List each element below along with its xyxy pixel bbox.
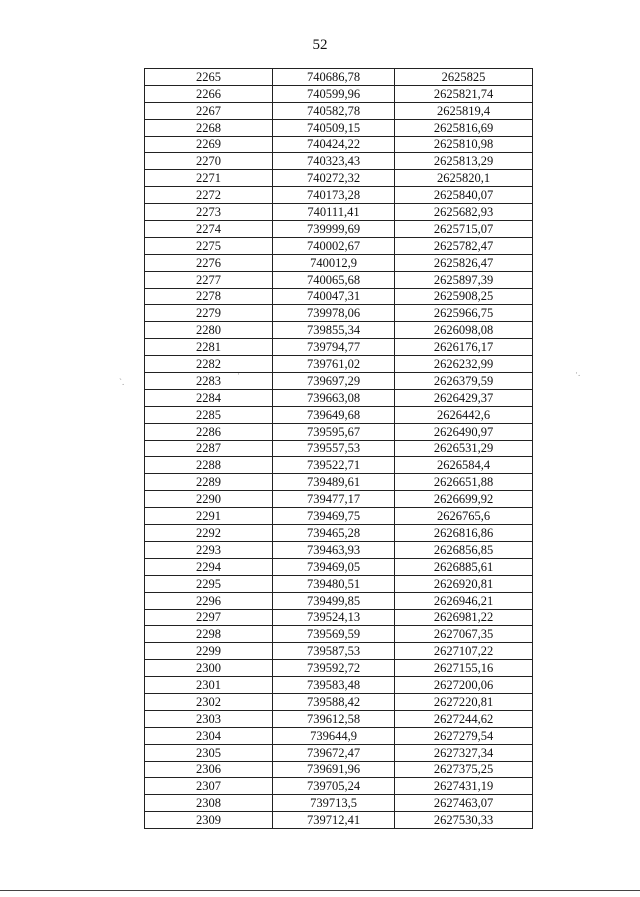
x-coordinate-cell: 740002,67 xyxy=(273,237,395,254)
table-row xyxy=(145,373,533,390)
table-row xyxy=(145,389,533,406)
table-row xyxy=(145,677,533,694)
x-coordinate-cell: 739713,5 xyxy=(273,795,395,812)
y-coordinate-cell: 2626699,92 xyxy=(395,491,533,508)
point-number-cell: 2297 xyxy=(145,609,273,626)
x-coordinate-cell: 739978,06 xyxy=(273,305,395,322)
point-number-cell: 2266 xyxy=(145,85,273,102)
y-coordinate-cell: 2627279,54 xyxy=(395,727,533,744)
point-number-cell: 2282 xyxy=(145,356,273,373)
point-number-cell: 2274 xyxy=(145,221,273,238)
point-number-cell: 2296 xyxy=(145,592,273,609)
table-row xyxy=(145,491,533,508)
x-coordinate-cell: 740111,41 xyxy=(273,204,395,221)
table-row xyxy=(145,356,533,373)
table-row xyxy=(145,136,533,153)
y-coordinate-cell: 2626981,22 xyxy=(395,609,533,626)
y-coordinate-cell: 2627155,16 xyxy=(395,660,533,677)
y-coordinate-cell: 2627200,06 xyxy=(395,677,533,694)
y-coordinate-cell: 2626176,17 xyxy=(395,339,533,356)
y-coordinate-cell: 2627327,34 xyxy=(395,744,533,761)
x-coordinate-cell: 739672,47 xyxy=(273,744,395,761)
scan-bottom-edge xyxy=(0,890,640,891)
x-coordinate-cell: 739569,59 xyxy=(273,626,395,643)
y-coordinate-cell: 2625813,29 xyxy=(395,153,533,170)
table-row xyxy=(145,406,533,423)
table-row xyxy=(145,221,533,238)
point-number-cell: 2273 xyxy=(145,204,273,221)
x-coordinate-cell: 739588,42 xyxy=(273,693,395,710)
y-coordinate-cell: 2626856,85 xyxy=(395,541,533,558)
x-coordinate-cell: 739557,53 xyxy=(273,440,395,457)
table-row xyxy=(145,69,533,86)
scan-artifact-inline: · xyxy=(237,369,240,379)
point-number-cell: 2267 xyxy=(145,102,273,119)
point-number-cell: 2281 xyxy=(145,339,273,356)
point-number-cell: 2271 xyxy=(145,170,273,187)
y-coordinate-cell: 2626885,61 xyxy=(395,558,533,575)
point-number-cell: 2287 xyxy=(145,440,273,457)
table-row xyxy=(145,474,533,491)
table-row xyxy=(145,339,533,356)
x-coordinate-cell: 739463,93 xyxy=(273,541,395,558)
point-number-cell: 2301 xyxy=(145,677,273,694)
x-coordinate-cell: 739477,17 xyxy=(273,491,395,508)
y-coordinate-cell: 2627431,19 xyxy=(395,778,533,795)
table-row xyxy=(145,592,533,609)
y-coordinate-cell: 2626098,08 xyxy=(395,322,533,339)
point-number-cell: 2300 xyxy=(145,660,273,677)
x-coordinate-cell: 739465,28 xyxy=(273,525,395,542)
point-number-cell: 2268 xyxy=(145,119,273,136)
y-coordinate-cell: 2625819,4 xyxy=(395,102,533,119)
table-row xyxy=(145,710,533,727)
x-coordinate-cell: 739469,05 xyxy=(273,558,395,575)
y-coordinate-cell: 2626232,99 xyxy=(395,356,533,373)
x-coordinate-cell: 739691,96 xyxy=(273,761,395,778)
y-coordinate-cell: 2625816,69 xyxy=(395,119,533,136)
y-coordinate-cell: 2627530,33 xyxy=(395,812,533,829)
point-number-cell: 2276 xyxy=(145,254,273,271)
table-row xyxy=(145,288,533,305)
table-row xyxy=(145,457,533,474)
point-number-cell: 2303 xyxy=(145,710,273,727)
y-coordinate-cell: 2625897,39 xyxy=(395,271,533,288)
y-coordinate-cell: 2625782,47 xyxy=(395,237,533,254)
table-row xyxy=(145,744,533,761)
y-coordinate-cell: 2626531,29 xyxy=(395,440,533,457)
x-coordinate-cell: 739663,08 xyxy=(273,389,395,406)
point-number-cell: 2285 xyxy=(145,406,273,423)
x-coordinate-cell: 739583,48 xyxy=(273,677,395,694)
y-coordinate-cell: 2626920,81 xyxy=(395,575,533,592)
point-number-cell: 2288 xyxy=(145,457,273,474)
y-coordinate-cell: 2627244,62 xyxy=(395,710,533,727)
point-number-cell: 2309 xyxy=(145,812,273,829)
y-coordinate-cell: 2627375,25 xyxy=(395,761,533,778)
point-number-cell: 2269 xyxy=(145,136,273,153)
y-coordinate-cell: 2625840,07 xyxy=(395,187,533,204)
x-coordinate-cell: 739761,02 xyxy=(273,356,395,373)
y-coordinate-cell: 2626946,21 xyxy=(395,592,533,609)
point-number-cell: 2265 xyxy=(145,69,273,86)
table-row xyxy=(145,508,533,525)
point-number-cell: 2272 xyxy=(145,187,273,204)
table-row xyxy=(145,575,533,592)
x-coordinate-cell: 739480,51 xyxy=(273,575,395,592)
table-row xyxy=(145,812,533,829)
y-coordinate-cell: 2625826,47 xyxy=(395,254,533,271)
table-row xyxy=(145,119,533,136)
point-number-cell: 2292 xyxy=(145,525,273,542)
y-coordinate-cell: 2625821,74 xyxy=(395,85,533,102)
point-number-cell: 2289 xyxy=(145,474,273,491)
point-number-cell: 2302 xyxy=(145,693,273,710)
x-coordinate-cell: 740424,22 xyxy=(273,136,395,153)
point-number-cell: 2308 xyxy=(145,795,273,812)
point-number-cell: 2284 xyxy=(145,389,273,406)
point-number-cell: 2280 xyxy=(145,322,273,339)
y-coordinate-cell: 2626584,4 xyxy=(395,457,533,474)
y-coordinate-cell: 2625682,93 xyxy=(395,204,533,221)
x-coordinate-cell: 740582,78 xyxy=(273,102,395,119)
page-number: 52 xyxy=(312,37,328,53)
y-coordinate-cell: 2626651,88 xyxy=(395,474,533,491)
y-coordinate-cell: 2625825 xyxy=(395,69,533,86)
point-number-cell: 2277 xyxy=(145,271,273,288)
x-coordinate-cell: 739705,24 xyxy=(273,778,395,795)
x-coordinate-cell: 739697,29 xyxy=(273,373,395,390)
point-number-cell: 2270 xyxy=(145,153,273,170)
table-row xyxy=(145,778,533,795)
y-coordinate-cell: 2625966,75 xyxy=(395,305,533,322)
x-coordinate-cell: 739524,13 xyxy=(273,609,395,626)
y-coordinate-cell: 2626765,6 xyxy=(395,508,533,525)
table-row xyxy=(145,541,533,558)
point-number-cell: 2306 xyxy=(145,761,273,778)
table-row xyxy=(145,440,533,457)
table-row xyxy=(145,727,533,744)
x-coordinate-cell: 739522,71 xyxy=(273,457,395,474)
x-coordinate-cell: 740012,9 xyxy=(273,254,395,271)
x-coordinate-cell: 739499,85 xyxy=(273,592,395,609)
x-coordinate-cell: 739794,77 xyxy=(273,339,395,356)
point-number-cell: 2307 xyxy=(145,778,273,795)
x-coordinate-cell: 739612,58 xyxy=(273,710,395,727)
x-coordinate-cell: 739592,72 xyxy=(273,660,395,677)
table-row xyxy=(145,237,533,254)
y-coordinate-cell: 2626429,37 xyxy=(395,389,533,406)
y-coordinate-cell: 2627107,22 xyxy=(395,643,533,660)
x-coordinate-cell: 739855,34 xyxy=(273,322,395,339)
point-number-cell: 2283 xyxy=(145,373,273,390)
coordinates-table xyxy=(144,68,533,829)
table-row xyxy=(145,271,533,288)
table-row xyxy=(145,305,533,322)
y-coordinate-cell: 2627220,81 xyxy=(395,693,533,710)
y-coordinate-cell: 2626490,97 xyxy=(395,423,533,440)
x-coordinate-cell: 740047,31 xyxy=(273,288,395,305)
coordinates-table-body xyxy=(145,69,533,829)
table-row xyxy=(145,423,533,440)
y-coordinate-cell: 2625810,98 xyxy=(395,136,533,153)
point-number-cell: 2293 xyxy=(145,541,273,558)
table-row xyxy=(145,322,533,339)
x-coordinate-cell: 740599,96 xyxy=(273,85,395,102)
x-coordinate-cell: 739999,69 xyxy=(273,221,395,238)
x-coordinate-cell: 739587,53 xyxy=(273,643,395,660)
table-row xyxy=(145,693,533,710)
x-coordinate-cell: 740065,68 xyxy=(273,271,395,288)
scan-artifact-left: `. xyxy=(119,377,125,387)
point-number-cell: 2294 xyxy=(145,558,273,575)
x-coordinate-cell: 739595,67 xyxy=(273,423,395,440)
y-coordinate-cell: 2627463,07 xyxy=(395,795,533,812)
point-number-cell: 2295 xyxy=(145,575,273,592)
table-row xyxy=(145,609,533,626)
x-coordinate-cell: 739489,61 xyxy=(273,474,395,491)
point-number-cell: 2299 xyxy=(145,643,273,660)
scan-artifact-right: ·. xyxy=(575,368,581,378)
point-number-cell: 2291 xyxy=(145,508,273,525)
table-row xyxy=(145,153,533,170)
y-coordinate-cell: 2626816,86 xyxy=(395,525,533,542)
point-number-cell: 2278 xyxy=(145,288,273,305)
point-number-cell: 2305 xyxy=(145,744,273,761)
x-coordinate-cell: 739644,9 xyxy=(273,727,395,744)
x-coordinate-cell: 740272,32 xyxy=(273,170,395,187)
y-coordinate-cell: 2625820,1 xyxy=(395,170,533,187)
x-coordinate-cell: 740686,78 xyxy=(273,69,395,86)
table-row xyxy=(145,525,533,542)
x-coordinate-cell: 739712,41 xyxy=(273,812,395,829)
point-number-cell: 2279 xyxy=(145,305,273,322)
table-row xyxy=(145,254,533,271)
y-coordinate-cell: 2626379,59 xyxy=(395,373,533,390)
y-coordinate-cell: 2625715,07 xyxy=(395,221,533,238)
table-row xyxy=(145,170,533,187)
table-row xyxy=(145,558,533,575)
point-number-cell: 2298 xyxy=(145,626,273,643)
point-number-cell: 2304 xyxy=(145,727,273,744)
table-row xyxy=(145,761,533,778)
table-row xyxy=(145,85,533,102)
table-row xyxy=(145,795,533,812)
table-row xyxy=(145,204,533,221)
table-row xyxy=(145,102,533,119)
y-coordinate-cell: 2627067,35 xyxy=(395,626,533,643)
table-row xyxy=(145,187,533,204)
point-number-cell: 2275 xyxy=(145,237,273,254)
x-coordinate-cell: 740323,43 xyxy=(273,153,395,170)
x-coordinate-cell: 740173,28 xyxy=(273,187,395,204)
table-row xyxy=(145,626,533,643)
y-coordinate-cell: 2626442,6 xyxy=(395,406,533,423)
table-row xyxy=(145,643,533,660)
x-coordinate-cell: 739649,68 xyxy=(273,406,395,423)
y-coordinate-cell: 2625908,25 xyxy=(395,288,533,305)
point-number-cell: 2286 xyxy=(145,423,273,440)
x-coordinate-cell: 739469,75 xyxy=(273,508,395,525)
x-coordinate-cell: 740509,15 xyxy=(273,119,395,136)
point-number-cell: 2290 xyxy=(145,491,273,508)
table-row xyxy=(145,660,533,677)
